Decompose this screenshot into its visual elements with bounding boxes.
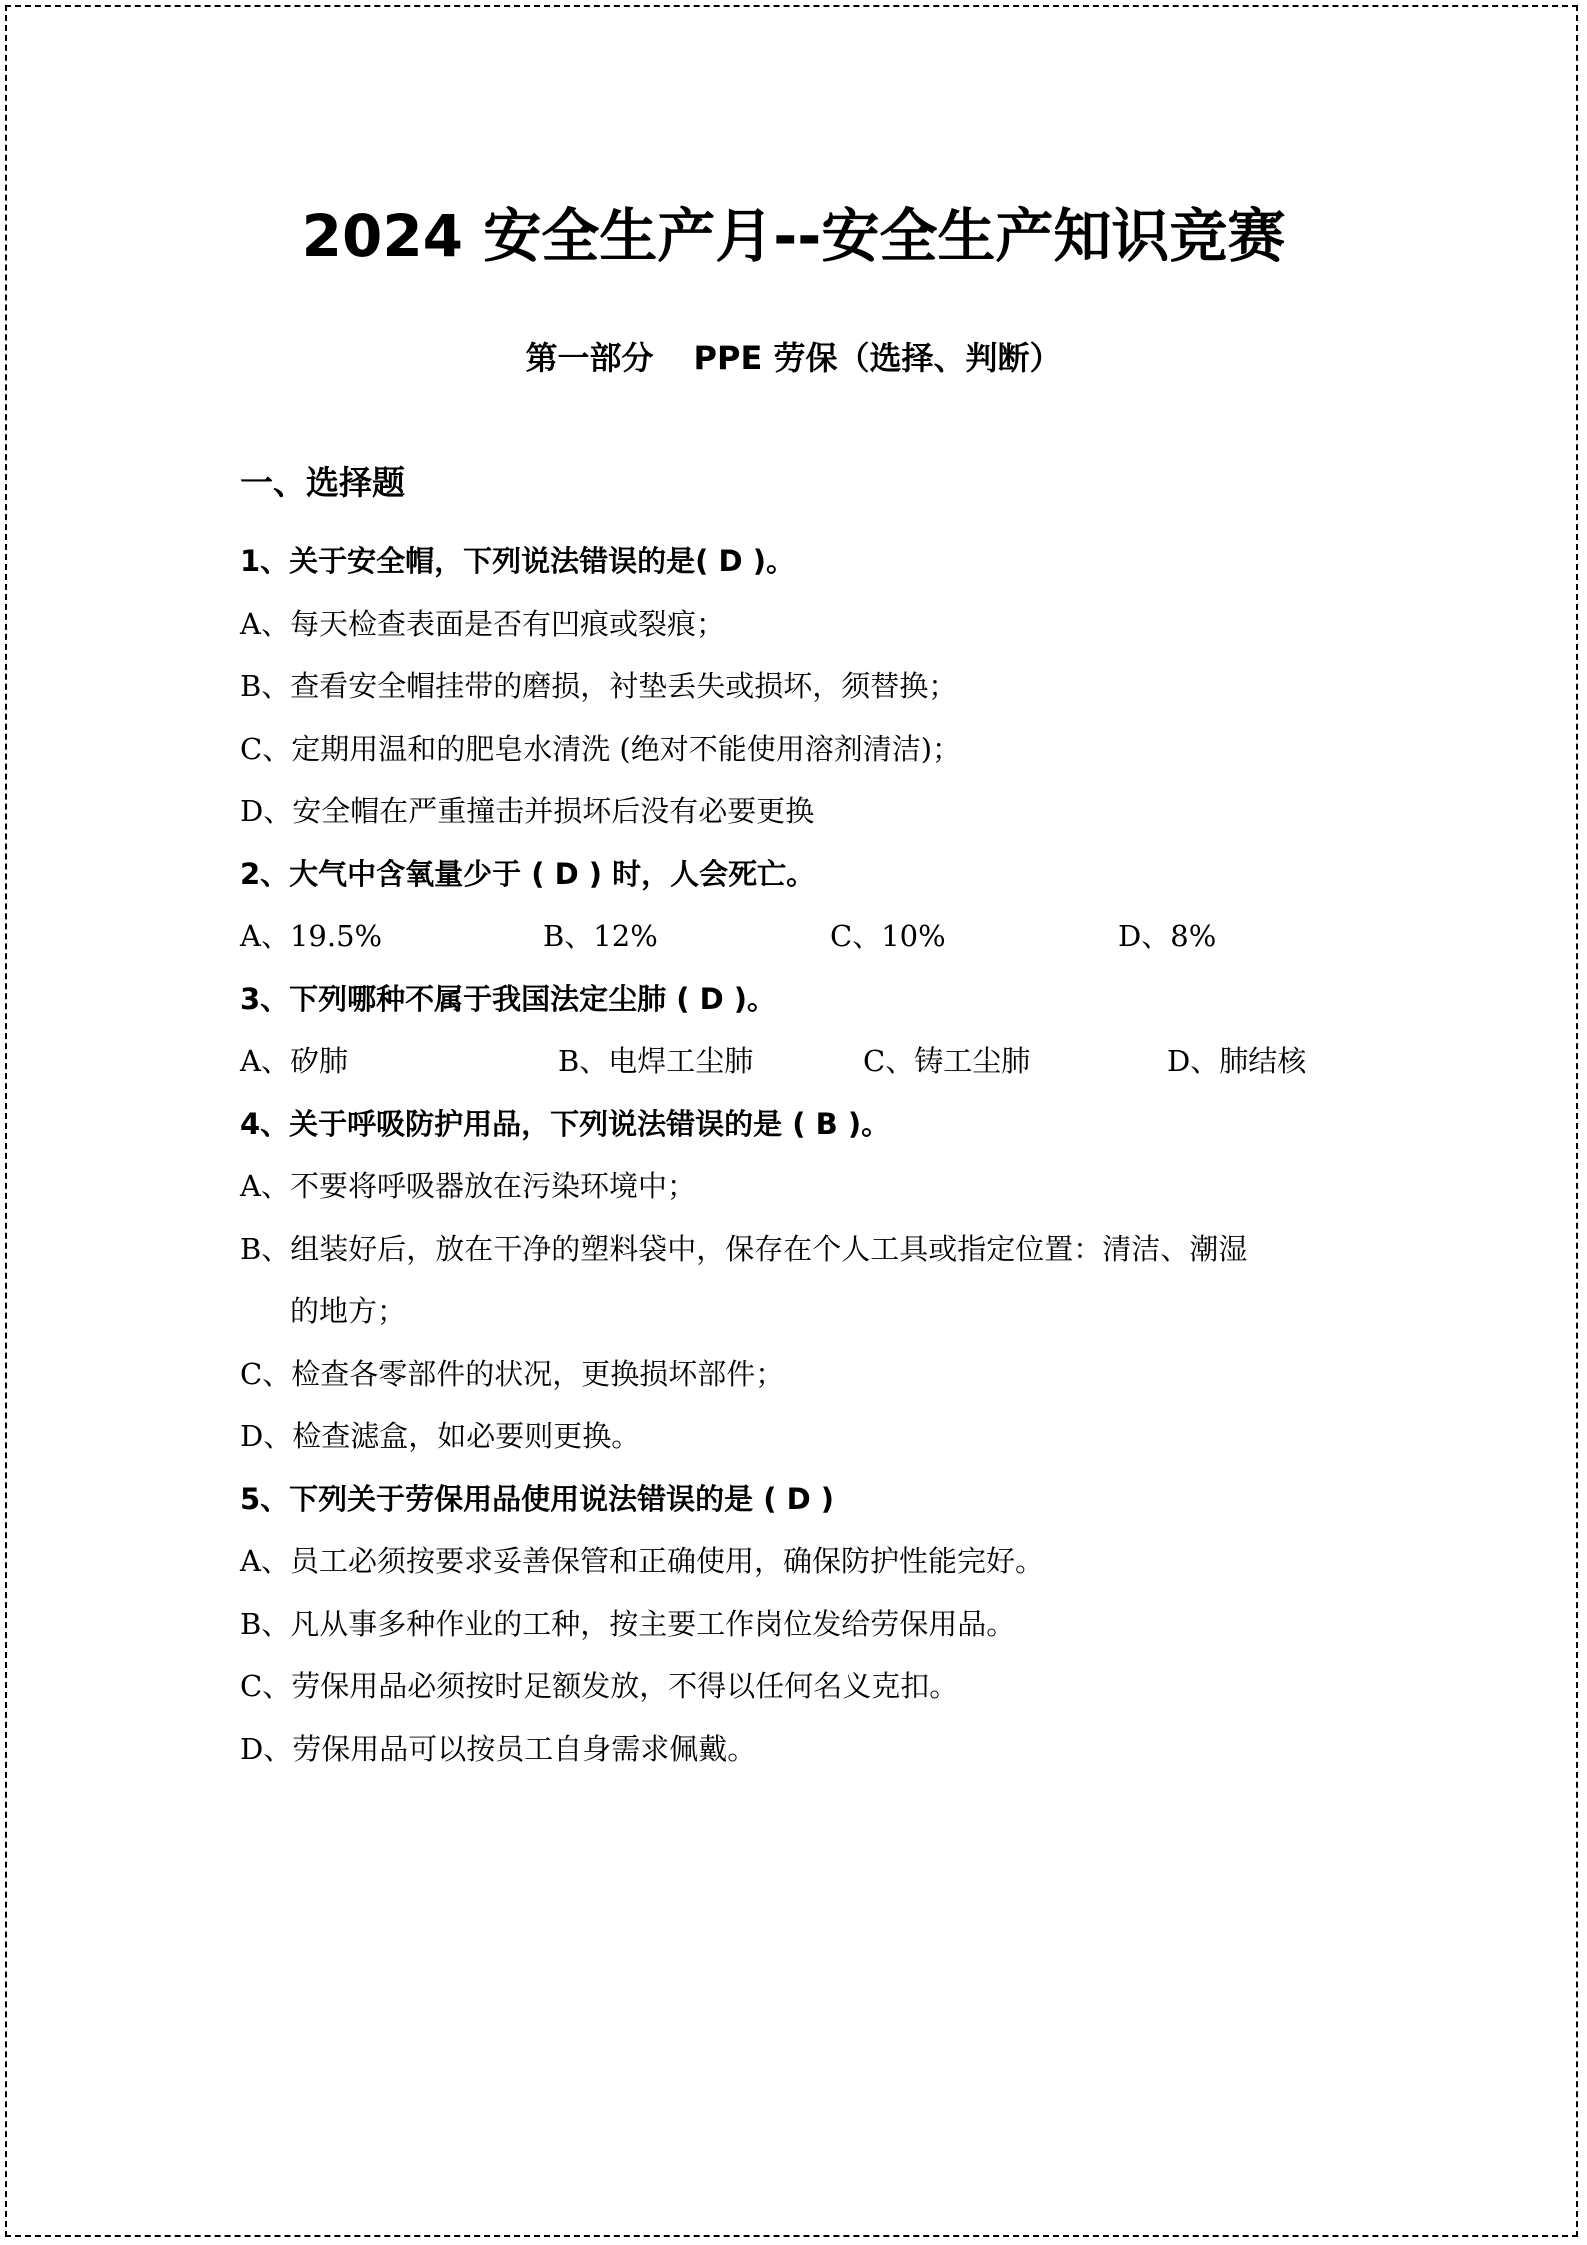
question-2-option-d: D、8% bbox=[1118, 919, 1217, 953]
question-3-option-a: A、矽肺 bbox=[240, 1044, 348, 1078]
question-4-option-a: A、不要将呼吸器放在污染环境中； bbox=[240, 1169, 696, 1203]
question-4-option-c: C、检查各零部件的状况，更换损坏部件； bbox=[240, 1356, 785, 1391]
question-3: 3、下列哪种不属于我国法定尘肺 ( D )。 bbox=[240, 981, 777, 1016]
section-heading: 一、选择题 bbox=[240, 463, 405, 502]
question-3-option-b: B、电焊工尘肺 bbox=[558, 1044, 754, 1078]
question-4-option-b-continued: 的地方； bbox=[290, 1294, 407, 1328]
question-3-options bbox=[240, 1030, 1360, 1093]
question-5-option-d: D、劳保用品可以按员工自身需求佩戴。 bbox=[240, 1731, 757, 1766]
question-4: 4、关于呼吸防护用品，下列说法错误的是 ( B )。 bbox=[240, 1106, 891, 1141]
part-heading bbox=[0, 333, 1587, 383]
document-title: 2024 安全生产月--安全生产知识竞赛 bbox=[301, 202, 1286, 270]
part-name: PPE 劳保（选择、判断） bbox=[693, 339, 1062, 377]
question-4-option-d: D、检查滤盒，如必要则更换。 bbox=[240, 1419, 641, 1453]
question-3-option-d: D、肺结核 bbox=[1167, 1044, 1307, 1078]
question-4-option-b: B、组装好后，放在干净的塑料袋中，保存在个人工具或指定位置：清洁、潮湿 bbox=[240, 1231, 1248, 1266]
question-2-option-a: A、19.5% bbox=[240, 919, 383, 953]
question-5-option-c: C、劳保用品必须按时足额发放，不得以任何名义克扣。 bbox=[240, 1669, 959, 1703]
question-1-option-a: A、每天检查表面是否有凹痕或裂痕； bbox=[240, 606, 725, 641]
question-1-option-d: D、安全帽在严重撞击并损坏后没有必要更换 bbox=[240, 794, 815, 828]
question-1-option-b: B、查看安全帽挂带的磨损，衬垫丢失或损坏，须替换； bbox=[240, 669, 958, 703]
question-5-option-a: A、员工必须按要求妥善保管和正确使用，确保防护性能完好。 bbox=[240, 1544, 1044, 1578]
question-5: 5、下列关于劳保用品使用说法错误的是 ( D ) bbox=[240, 1481, 835, 1516]
part-label: 第一部分 bbox=[525, 339, 654, 377]
question-3-option-c: C、铸工尘肺 bbox=[863, 1044, 1031, 1078]
question-2-options bbox=[240, 905, 1360, 968]
question-5-option-b: B、凡从事多种作业的工种，按主要工作岗位发给劳保用品。 bbox=[240, 1606, 1016, 1641]
question-list bbox=[240, 530, 1360, 1780]
question-2-option-c: C、10% bbox=[830, 919, 946, 953]
question-2: 2、大气中含氧量少于 ( D ) 时，人会死亡。 bbox=[240, 856, 816, 891]
question-1: 1、关于安全帽，下列说法错误的是( D )。 bbox=[240, 544, 795, 578]
question-1-option-c: C、定期用温和的肥皂水清洗 (绝对不能使用溶剂清洁)； bbox=[240, 731, 962, 766]
question-2-option-b: B、12% bbox=[543, 919, 658, 953]
